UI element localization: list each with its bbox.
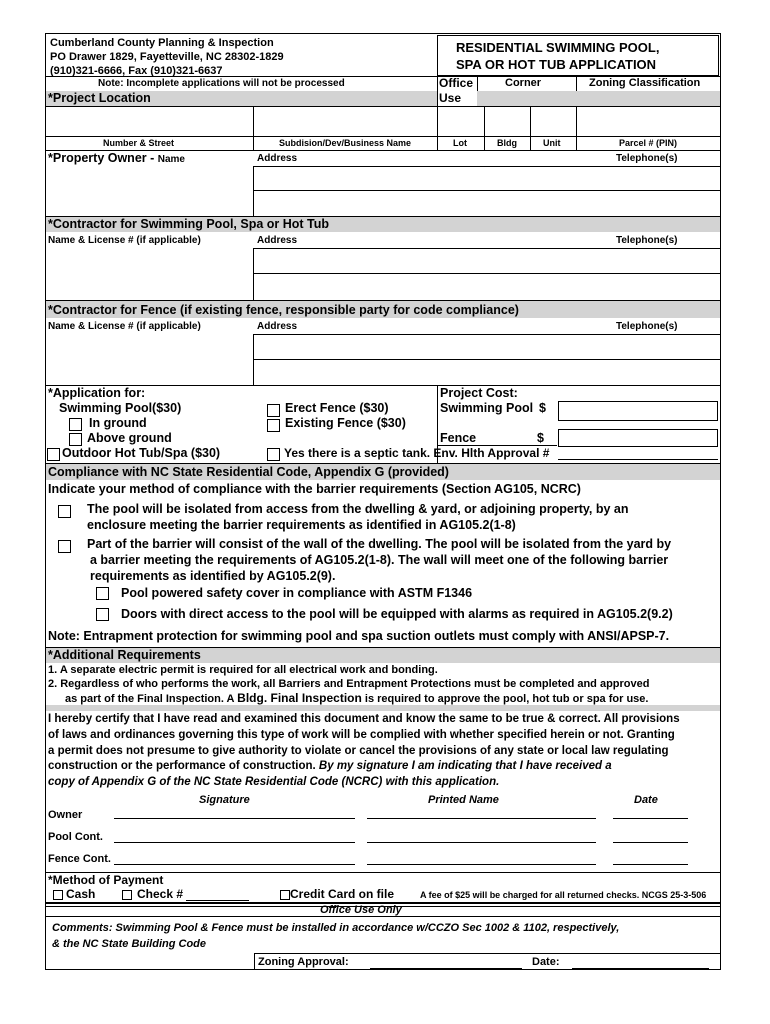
office-use-label-1: Office (439, 76, 474, 90)
number-street-label: Number & Street (103, 138, 175, 148)
check-label: Check # (137, 887, 184, 901)
compliance-option-2-checkbox[interactable] (58, 540, 71, 553)
cash-label: Cash (66, 887, 96, 901)
street-input[interactable] (46, 107, 252, 135)
compliance-instruction: Indicate your method of compliance with the barrier requirements (Section AG105, NCRC) (48, 482, 581, 496)
pool-contractor-heading: *Contractor for Swimming Pool, Spa or Hot Tub (48, 217, 330, 231)
pool-cont-date-line[interactable] (613, 842, 688, 843)
door-alarms-text: Doors with direct access to the pool will be equipped with alarms as required in AG105.2(9.2) (121, 607, 673, 621)
date-column-label: Date (634, 794, 658, 806)
additional-item-2-line1: 2. Regardless of who performs the work, all Barriers and Entrapment Protections must be completed and approved (48, 678, 650, 690)
compliance-option-1-checkbox[interactable] (58, 505, 71, 518)
pool-contractor-address-input[interactable] (254, 249, 720, 272)
compliance-option-2-text: Part of the barrier will consist of the wall of the dwelling. The pool will be isolated from the yard by a barrier meeting the requirements of AG105.2(1-8). The wall will meet one of the following barrier requirements as identified by AG105.2(9). (87, 537, 672, 583)
owner-date-line[interactable] (613, 818, 688, 819)
pool-contractor-telephone-input[interactable] (254, 274, 720, 299)
org-name: Cumberland County Planning & Inspection (50, 37, 274, 49)
owner-address-label: Address (257, 153, 298, 164)
pool-cont-sign-label: Pool Cont. (48, 831, 103, 843)
fence-contractor-address-input[interactable] (254, 335, 720, 358)
outdoor-hot-tub-checkbox[interactable] (47, 448, 60, 461)
fence-cont-sign-label: Fence Cont. (48, 853, 111, 865)
owner-sign-label: Owner (48, 809, 83, 821)
owner-telephone-input[interactable] (254, 191, 720, 215)
office-use-only-heading: Office Use Only (320, 904, 402, 916)
in-ground-label: In ground (89, 416, 147, 430)
compliance-heading: Compliance with NC State Residential Code, Appendix G (provided) (48, 465, 449, 479)
pool-cont-signature-line[interactable] (114, 842, 355, 843)
returned-check-fee-note: A fee of $25 will be charged for all returned checks. NCGS 25-3-506 (420, 890, 707, 900)
application-heading: *Application for: (48, 386, 146, 400)
lot-input[interactable] (438, 107, 483, 135)
compliance-option-1-text: The pool will be isolated from access from the dwelling & yard, or adjoining property, by an enclosure meeting the barrier requirements as identified in AG105.2(1-8) (87, 502, 629, 532)
lot-label: Lot (453, 138, 467, 148)
parcel-label: Parcel # (PIN) (619, 138, 678, 148)
fence-cont-date-line[interactable] (613, 864, 688, 865)
unit-input[interactable] (531, 107, 575, 135)
parcel-input[interactable] (577, 107, 720, 135)
form-title-line2: SPA OR HOT TUB APPLICATION (456, 57, 657, 72)
door-alarms-checkbox[interactable] (96, 608, 109, 621)
owner-telephone-label: Telephone(s) (616, 153, 678, 164)
erect-fence-checkbox[interactable] (267, 404, 280, 417)
additional-heading: *Additional Requirements (48, 648, 201, 662)
signature-column-label: Signature (199, 794, 250, 806)
org-address: PO Drawer 1829, Fayetteville, NC 28302-1829 (50, 51, 284, 63)
cost-pool-dollar: $ (539, 401, 546, 415)
safety-cover-checkbox[interactable] (96, 587, 109, 600)
zoning-classification-label: Zoning Classification (589, 77, 701, 89)
additional-item-2-line2: as part of the Final Inspection. A Bldg. Final Inspection is required to approve the pool, hot tub or spa for use. (65, 691, 649, 705)
existing-fence-checkbox[interactable] (267, 419, 280, 432)
pool-contractor-name-input[interactable] (46, 249, 252, 299)
cash-checkbox[interactable] (53, 890, 63, 900)
project-location-heading: *Project Location (48, 91, 151, 105)
bldg-input[interactable] (485, 107, 529, 135)
pool-cont-printed-name-line[interactable] (367, 842, 596, 843)
swimming-pool-label: Swimming Pool($30) (59, 401, 182, 415)
certification-text: I hereby certify that I have read and examined this document and know the same to be true & correct. All provisions of laws and ordinances governing this type of work will be complied with whether specified herein or not. Granting a permit does not presume to give authority to violate or cancel the provisions of any state or local law regulating construction or the performance of construction. By my signature I am indicating that I have received a copy of Appendix G of the NC State Residential Code (NCRC) with this application. (48, 713, 680, 789)
fence-cont-printed-name-line[interactable] (367, 864, 596, 865)
property-owner-heading: *Property Owner - Name (48, 151, 185, 165)
fence-contractor-address-label: Address (257, 321, 298, 332)
credit-card-label: Credit Card on file (290, 887, 395, 901)
owner-signature-line[interactable] (114, 818, 355, 819)
pool-contractor-telephone-label: Telephone(s) (616, 235, 678, 246)
fence-contractor-heading: *Contractor for Fence (if existing fence, responsible party for code compliance) (48, 303, 519, 317)
above-ground-label: Above ground (87, 431, 172, 445)
office-use-label-2: Use (439, 91, 462, 105)
org-phone: (910)321-6666, Fax (910)321-6637 (50, 65, 223, 77)
office-comments: Comments: Swimming Pool & Fence must be installed in accordance w/CCZO Sec 1002 & 1102, respectively, & the NC State Building Code (52, 922, 620, 950)
printed-name-column-label: Printed Name (428, 794, 499, 806)
cost-fence-dollar: $ (537, 431, 544, 445)
safety-cover-text: Pool powered safety cover in compliance with ASTM F1346 (121, 586, 473, 600)
additional-item-1: 1. A separate electric permit is required for all electrical work and bonding. (48, 664, 438, 676)
incomplete-note: Note: Incomplete applications will not be processed (98, 78, 345, 89)
pool-contractor-address-label: Address (257, 235, 298, 246)
bldg-label: Bldg (497, 138, 517, 148)
owner-name-input[interactable] (46, 167, 252, 215)
existing-fence-label: Existing Fence ($30) (285, 416, 406, 430)
above-ground-checkbox[interactable] (69, 433, 82, 446)
fence-cont-signature-line[interactable] (114, 864, 355, 865)
check-number-line[interactable] (186, 900, 249, 901)
erect-fence-label: Erect Fence ($30) (285, 401, 389, 415)
owner-address-input[interactable] (254, 167, 720, 189)
in-ground-checkbox[interactable] (69, 418, 82, 431)
septic-tank-checkbox[interactable] (267, 448, 280, 461)
subdivision-input[interactable] (254, 107, 436, 135)
owner-printed-name-line[interactable] (367, 818, 596, 819)
cost-pool-input[interactable] (558, 401, 718, 421)
subdivision-label: Subdision/Dev/Business Name (279, 138, 412, 148)
zoning-approval-line[interactable] (370, 968, 522, 969)
cost-fence-label: Fence (440, 431, 477, 445)
entrapment-note: Note: Entrapment protection for swimming pool and spa suction outlets must comply with ANSI/APSP-7. (48, 629, 670, 643)
fence-contractor-name-label: Name & License # (if applicable) (48, 321, 201, 332)
corner-label: Corner (505, 77, 542, 89)
check-checkbox[interactable] (122, 890, 132, 900)
form-title-line1: RESIDENTIAL SWIMMING POOL, (456, 40, 660, 55)
fence-contractor-telephone-label: Telephone(s) (616, 321, 678, 332)
env-hlth-approval-line[interactable] (558, 459, 718, 460)
unit-label: Unit (543, 138, 561, 148)
zoning-approval-label: Zoning Approval: (258, 956, 349, 968)
septic-tank-label: Yes there is a septic tank. Env. Hlth Approval # (284, 446, 550, 460)
outdoor-hot-tub-label: Outdoor Hot Tub/Spa ($30) (62, 446, 221, 460)
zoning-date-line[interactable] (572, 968, 709, 969)
pool-contractor-name-label: Name & License # (if applicable) (48, 235, 201, 246)
credit-card-checkbox[interactable] (280, 890, 290, 900)
cost-pool-label: Swimming Pool (440, 401, 534, 415)
cost-fence-input[interactable] (558, 429, 718, 447)
fence-contractor-name-input[interactable] (46, 335, 252, 384)
project-cost-heading: Project Cost: (440, 386, 518, 400)
zoning-date-label: Date: (532, 956, 560, 968)
fence-contractor-telephone-input[interactable] (254, 360, 720, 384)
payment-heading: *Method of Payment (48, 873, 164, 887)
